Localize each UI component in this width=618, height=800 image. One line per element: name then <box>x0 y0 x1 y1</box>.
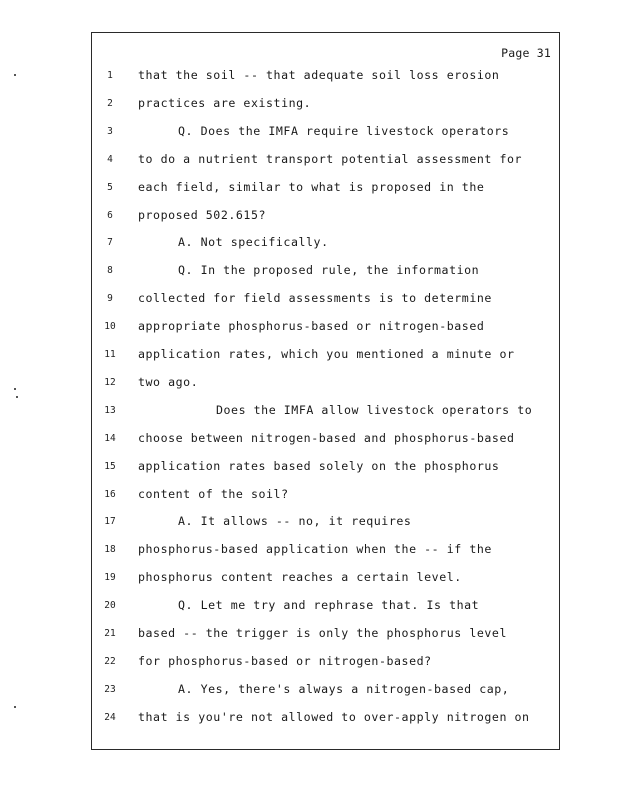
line-number: 5 <box>107 181 113 193</box>
line-number: 21 <box>104 628 116 639</box>
scan-speck <box>16 396 18 398</box>
transcript-line <box>92 710 559 730</box>
line-text: Q. Does the IMFA require livestock operators <box>178 123 510 138</box>
transcript-line <box>92 180 559 200</box>
line-text: each field, similar to what is proposed in the <box>138 179 485 194</box>
transcript-page <box>91 32 560 750</box>
transcript-line <box>92 68 559 88</box>
line-number: 15 <box>104 460 116 472</box>
line-number: 9 <box>107 293 113 305</box>
transcript-line <box>92 542 559 562</box>
transcript-line <box>92 626 559 646</box>
transcript-line <box>92 654 559 674</box>
line-text: Q. Let me try and rephrase that. Is that <box>178 598 480 613</box>
scan-speck <box>14 388 16 390</box>
line-text: A. Not specifically. <box>178 235 329 250</box>
line-text: that the soil -- that adequate soil loss erosion <box>138 68 500 82</box>
line-text: choose between nitrogen-based and phosphorus-based <box>138 430 515 445</box>
transcript-line <box>92 431 559 451</box>
line-text: A. It allows -- no, it requires <box>178 514 412 529</box>
line-text: phosphorus-based application when the -- if the <box>138 542 492 557</box>
scan-speck <box>14 706 16 708</box>
line-number: 4 <box>107 153 113 165</box>
line-text: Q. In the proposed rule, the information <box>178 263 480 278</box>
transcript-line <box>92 96 559 116</box>
line-text: Does the IMFA allow livestock operators to <box>216 402 533 417</box>
line-text: content of the soil? <box>138 486 289 501</box>
line-number: 14 <box>104 432 116 444</box>
line-text: based -- the trigger is only the phosphorus level <box>138 626 507 640</box>
transcript-line <box>92 263 559 283</box>
transcript-line <box>92 124 559 144</box>
transcript-line <box>92 347 559 367</box>
transcript-line <box>92 514 559 534</box>
line-number: 19 <box>104 572 116 584</box>
line-text: practices are existing. <box>138 95 312 110</box>
transcript-line <box>92 291 559 311</box>
line-number: 8 <box>107 265 113 277</box>
line-text: A. Yes, there's always a nitrogen-based cap, <box>178 681 510 696</box>
line-number: 1 <box>107 70 113 81</box>
line-text: appropriate phosphorus-based or nitrogen-based <box>138 319 485 334</box>
transcript-line <box>92 208 559 228</box>
scan-speck <box>14 74 16 76</box>
line-number: 22 <box>104 655 116 667</box>
line-number: 17 <box>104 516 116 528</box>
line-number: 2 <box>107 97 113 109</box>
line-number: 10 <box>104 321 116 333</box>
line-number: 12 <box>104 376 116 388</box>
line-text: two ago. <box>138 374 199 389</box>
line-number: 20 <box>104 600 116 612</box>
line-text: application rates, which you mentioned a minute or <box>138 347 515 361</box>
line-number: 24 <box>104 711 116 723</box>
line-text: that is you're not allowed to over-apply nitrogen on <box>138 709 530 724</box>
line-number: 11 <box>104 349 116 360</box>
line-number: 23 <box>104 683 116 695</box>
line-number: 18 <box>104 544 116 556</box>
transcript-line <box>92 570 559 590</box>
transcript-line <box>92 459 559 479</box>
line-number: 16 <box>104 488 116 500</box>
line-text: proposed 502.615? <box>138 207 267 222</box>
line-text: application rates based solely on the phosphorus <box>138 458 500 473</box>
line-number: 3 <box>107 125 113 137</box>
transcript-line <box>92 682 559 702</box>
transcript-line <box>92 375 559 395</box>
transcript-line <box>92 487 559 507</box>
line-number: 13 <box>104 404 116 416</box>
line-text: for phosphorus-based or nitrogen-based? <box>138 653 432 668</box>
transcript-line <box>92 403 559 423</box>
transcript-line <box>92 319 559 339</box>
transcript-line <box>92 152 559 172</box>
transcript-line <box>92 235 559 255</box>
page-number: Page 31 <box>501 46 551 60</box>
transcript-line <box>92 598 559 618</box>
line-text: to do a nutrient transport potential assessment for <box>138 151 523 166</box>
line-text: phosphorus content reaches a certain level. <box>138 570 462 585</box>
line-number: 7 <box>107 237 113 249</box>
line-text: collected for field assessments is to determine <box>138 291 492 306</box>
line-number: 6 <box>107 209 113 221</box>
